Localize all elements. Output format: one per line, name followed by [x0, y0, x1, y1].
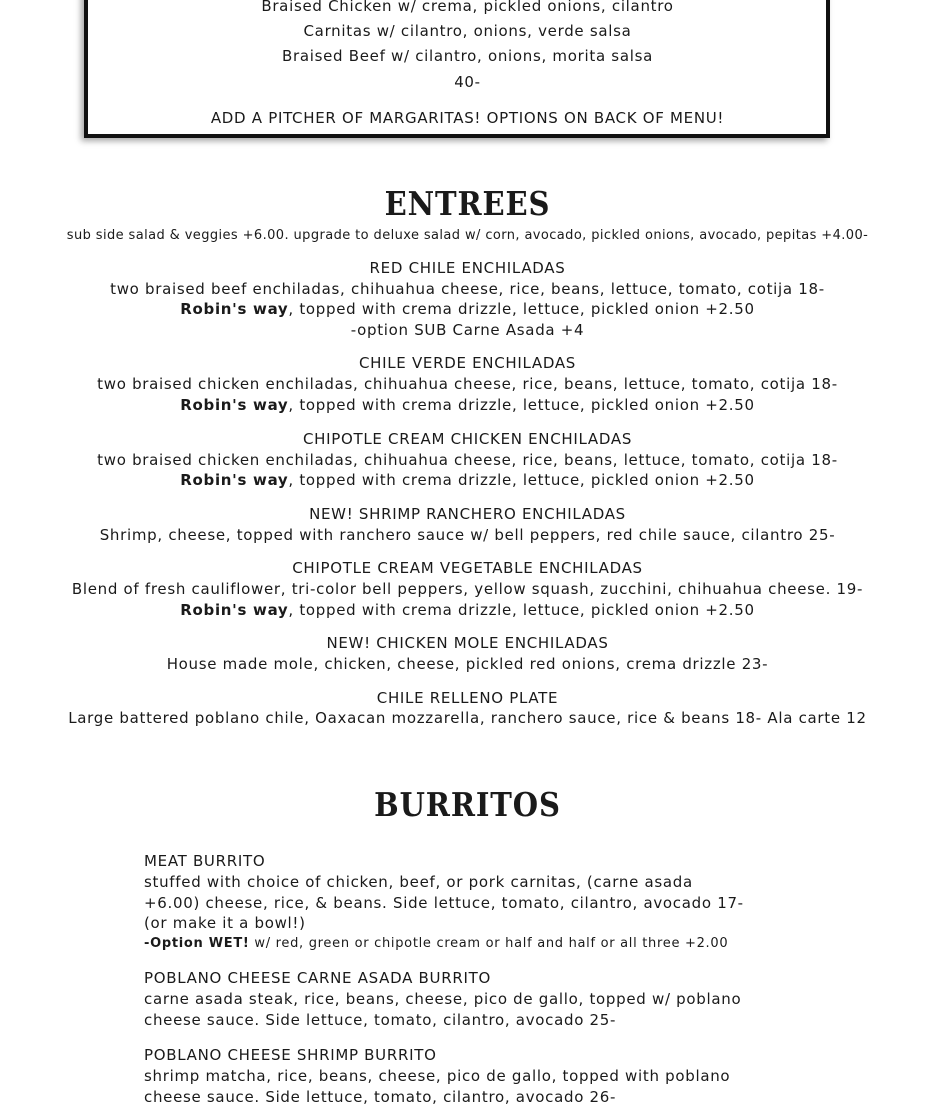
burritos-heading: BURRITOS [374, 785, 561, 824]
burrito-desc-line: cheese sauce. Side lettuce, tomato, cilantro, avocado 26- [144, 1088, 617, 1106]
box-price: 40- [454, 73, 481, 91]
robins-way-label: Robin's way [180, 601, 289, 619]
robins-way-line [0, 299, 935, 319]
robins-way-line [0, 395, 935, 415]
entrees-heading: ENTREES [384, 184, 551, 223]
entrees-sub-note: sub side salad & veggies +6.00. upgrade to deluxe salad w/ corn, avocado, pickled onions, avocado, pepitas +4.00- [66, 228, 869, 243]
burrito-desc-line: shrimp matcha, rice, beans, cheese, pico de gallo, topped with poblano [144, 1067, 731, 1085]
burrito-desc-line: stuffed with choice of chicken, beef, or pork carnitas, (carne asada [144, 873, 693, 891]
robins-way-label: Robin's way [180, 471, 289, 489]
item-name: CHILE RELLENO PLATE [376, 689, 559, 707]
item-name: NEW! SHRIMP RANCHERO ENCHILADAS [309, 505, 626, 523]
item-name: CHIPOTLE CREAM CHICKEN ENCHILADAS [302, 430, 633, 448]
robins-way-line [0, 600, 935, 620]
item-desc: Shrimp, cheese, topped with ranchero sauce w/ bell peppers, red chile sauce, cilantro 25- [99, 526, 836, 544]
burrito-name: MEAT BURRITO [144, 852, 266, 870]
item-option: -option SUB Carne Asada +4 [350, 321, 585, 339]
burrito-desc-line: carne asada steak, rice, beans, cheese, pico de gallo, topped w/ poblano [144, 990, 742, 1008]
robins-way-line [0, 470, 935, 490]
item-desc: Blend of fresh cauliflower, tri-color bell peppers, yellow squash, zucchini, chihuahua cheese. 19- [71, 580, 864, 598]
item-desc: House made mole, chicken, cheese, pickled red onions, crema drizzle 23- [166, 655, 769, 673]
burrito-desc-line: +6.00) cheese, rice, & beans. Side lettuce, tomato, cilantro, avocado 17- [144, 894, 744, 912]
margarita-note: ADD A PITCHER OF MARGARITAS! OPTIONS ON BACK OF MENU! [210, 109, 725, 127]
burrito-desc-line: cheese sauce. Side lettuce, tomato, cilantro, avocado 25- [144, 1011, 617, 1029]
burrito-name: POBLANO CHEESE SHRIMP BURRITO [144, 1046, 437, 1064]
item-name: RED CHILE ENCHILADAS [369, 259, 566, 277]
box-line-carnitas: Carnitas w/ cilantro, onions, verde salsa [303, 22, 632, 40]
item-desc: two braised chicken enchiladas, chihuahua cheese, rice, beans, lettuce, tomato, cotija 18- [97, 451, 838, 469]
burrito-name: POBLANO CHEESE CARNE ASADA BURRITO [144, 969, 491, 987]
robins-way-label: Robin's way [180, 396, 289, 414]
item-desc: two braised chicken enchiladas, chihuahua cheese, rice, beans, lettuce, tomato, cotija 18- [97, 375, 838, 393]
wet-option-line [144, 934, 728, 954]
item-name: CHILE VERDE ENCHILADAS [358, 354, 577, 372]
burrito-desc-line: (or make it a bowl!) [144, 914, 306, 932]
robins-way-text: , topped with crema drizzle, lettuce, pickled onion +2.50 [288, 396, 755, 414]
robins-way-text: , topped with crema drizzle, lettuce, pickled onion +2.50 [288, 471, 755, 489]
item-desc: two braised beef enchiladas, chihuahua cheese, rice, beans, lettuce, tomato, cotija 18- [110, 280, 825, 298]
item-desc: Large battered poblano chile, Oaxacan mozzarella, ranchero sauce, rice & beans 18- Ala carte 12 [68, 709, 867, 727]
robins-way-label: Robin's way [180, 300, 289, 318]
robins-way-text: , topped with crema drizzle, lettuce, pickled onion +2.50 [288, 601, 755, 619]
item-name: NEW! CHICKEN MOLE ENCHILADAS [326, 634, 609, 652]
wet-option-label: -Option WET! [144, 936, 250, 951]
item-name: CHIPOTLE CREAM VEGETABLE ENCHILADAS [292, 559, 643, 577]
robins-way-text: , topped with crema drizzle, lettuce, pickled onion +2.50 [288, 300, 755, 318]
wet-option-text: w/ red, green or chipotle cream or half and half or all three +2.00 [249, 936, 729, 951]
box-line-beef: Braised Beef w/ cilantro, onions, morita salsa [282, 47, 653, 65]
box-line-chicken: Braised Chicken w/ crema, pickled onions, cilantro [261, 0, 674, 15]
